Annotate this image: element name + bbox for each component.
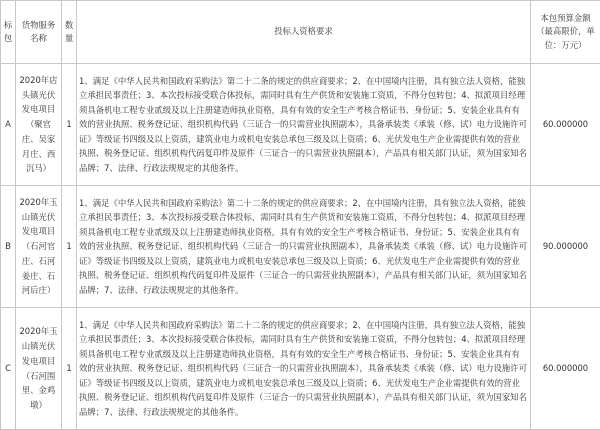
quantity-cell: 1: [62, 308, 77, 430]
header-budget: 本包预算金额（最高限价，单位：万元）: [531, 1, 600, 64]
table-header-row: [1, 1, 600, 64]
budget-cell: 90.000000: [531, 186, 600, 308]
header-quantity: 数量: [62, 1, 77, 64]
requirements-cell: 1、满足《中华人民共和国政府采购法》第二十二条的规定的供应商要求；2、在中国境内注册，具有独立法人资格，能独立承担民事责任；3、本次投标接受联合体投标，需同时具有生产供货和安装施工资质，不得分包转包；4、拟派项目经理须具备机电工程专业贰级及以上注册建造师执业资格，具有有效的安全生产考核合格证书、身份证；5、安装企业具有有效的营业执照、税务登记证、组织机构代码（三证合一的只需营业执照副本），具备承装类《承装（修、试）电力设施许可证》等级证书四级及以上资质，建筑业电力或机电安装总承包三级及以上资质；6、光伏发电生产企业需提供有效的营业执照、税务登记证、组织机构代码复印件及原件（三证合一的只需营业执照副本），产品具有相关部门认证，须为国家知名品牌；7、法律、行政法规规定的其他条件。: [77, 308, 531, 430]
table-row: [1, 308, 600, 430]
package-cell: B: [1, 186, 16, 308]
goods-name-cell: 2020年玉山镇光伏发电项目（石河围里、金鸡墩）: [16, 308, 62, 430]
header-goods-name: 货物服务名称: [16, 1, 62, 64]
header-package: 标包: [1, 1, 16, 64]
table-row: [1, 186, 600, 308]
budget-cell: 60.000000: [531, 64, 600, 186]
quantity-cell: 1: [62, 64, 77, 186]
goods-name-cell: 2020年玉山镇光伏发电项目（石河官庄、石河姜庄、石河后庄）: [16, 186, 62, 308]
requirements-cell: 1、满足《中华人民共和国政府采购法》第二十二条的规定的供应商要求；2、在中国境内注册，具有独立法人资格，能独立承担民事责任；3、本次投标接受联合体投标，需同时具有生产供货和安装施工资质，不得分包转包；4、拟派项目经理须具备机电工程专业贰级及以上注册建造师执业资格，具有有效的安全生产考核合格证书、身份证；5、安装企业具有有效的营业执照、税务登记证、组织机构代码（三证合一的只需营业执照副本），具备承装类《承装（修、试）电力设施许可证》等级证书四级及以上资质，建筑业电力或机电安装总承包三级及以上资质；6、光伏发电生产企业需提供有效的营业执照、税务登记证、组织机构代码复印件及原件（三证合一的只需营业执照副本），产品具有相关部门认证，须为国家知名品牌；7、法律、行政法规规定的其他条件。: [77, 186, 531, 308]
header-requirements: 投标人资格要求: [77, 1, 531, 64]
package-cell: A: [1, 64, 16, 186]
quantity-cell: 1: [62, 186, 77, 308]
package-cell: C: [1, 308, 16, 430]
goods-name-cell: 2020年店头镇光伏发电项目（聚官庄、吴家月庄、西沉马）: [16, 64, 62, 186]
budget-cell: 60.000000: [531, 308, 600, 430]
requirements-cell: 1、满足《中华人民共和国政府采购法》第二十二条的规定的供应商要求；2、在中国境内注册，具有独立法人资格，能独立承担民事责任；3、本次投标接受联合体投标，需同时具有生产供货和安装施工资质，不得分包转包；4、拟派项目经理须具备机电工程专业贰级及以上注册建造师执业资格，具有有效的安全生产考核合格证书、身份证；5、安装企业具有有效的营业执照、税务登记证、组织机构代码（三证合一的只需营业执照副本），具备承装类《承装（修、试）电力设施许可证》等级证书四级及以上资质，建筑业电力或机电安装总承包三级及以上资质；6、光伏发电生产企业需提供有效的营业执照、税务登记证、组织机构代码复印件及原件（三证合一的只需营业执照副本），产品具有相关部门认证，须为国家知名品牌；7、法律、行政法规规定的其他条件。: [77, 64, 531, 186]
table-row: [1, 64, 600, 186]
